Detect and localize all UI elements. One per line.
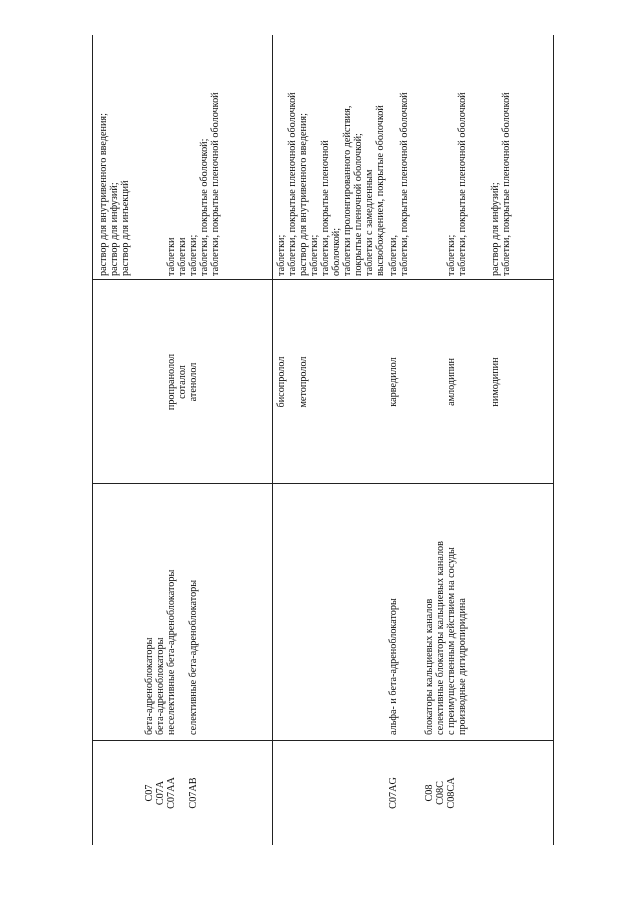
drug-name: нимодипин	[490, 357, 501, 407]
dosage-form: таблетки, покрытые пленочной оболочкой	[210, 92, 221, 276]
group-name: с преимущественным действием на сосуды	[446, 547, 457, 735]
dosage-form: таблетки,	[388, 234, 399, 276]
drug-name-cell	[490, 280, 640, 484]
drug-name: соталол	[177, 365, 188, 399]
dosage-form: раствор для внутривенного введения;	[298, 113, 309, 276]
dosage-form: таблетки;	[188, 234, 199, 276]
dosage-form: таблетки;	[446, 234, 457, 276]
drug-name: бисопролол	[276, 356, 287, 408]
dosage-form: таблетки, покрытые пленочной оболочкой	[457, 92, 468, 276]
atc-code: C07AA	[166, 777, 177, 809]
dosage-form: таблетки;	[276, 234, 287, 276]
group-name: неселективные бета-адреноблокаторы	[166, 569, 177, 735]
group-name: блокаторы кальциевых каналов	[424, 598, 435, 735]
dosage-form: таблетки	[166, 237, 177, 276]
atc-code: C07A	[155, 780, 166, 806]
dosage-form: таблетки с замедленным	[364, 169, 375, 276]
atc-code: C07	[144, 784, 155, 802]
atc-code-cell	[424, 741, 640, 845]
group-name: селективные бета-адреноблокаторы	[188, 579, 199, 735]
table-border-top	[92, 35, 93, 845]
dosage-form: высвобождением, покрытые оболочкой	[375, 105, 386, 276]
group-name: производные дигидропиридина	[457, 598, 468, 735]
atc-code: C08CA	[446, 777, 457, 809]
group-name: бета-адреноблокаторы	[155, 637, 166, 735]
dosage-form: таблетки;	[309, 234, 320, 276]
dosage-form: таблетки, покрытые пленочной оболочкой	[501, 92, 512, 276]
dosage-form: таблетки, покрытые пленочной оболочкой	[287, 92, 298, 276]
drug-name: метопролол	[298, 356, 309, 408]
group-name: селективные блокаторы кальциевых каналов	[435, 541, 446, 735]
dosage-form: раствор для инфузий;	[490, 182, 501, 276]
dosage-form: таблетки, покрытые пленочной оболочкой	[399, 92, 410, 276]
dosage-form: раствор для инфузий;	[109, 182, 120, 276]
drug-name: карведилол	[388, 357, 399, 407]
dosage-form: таблетки, покрытые оболочкой;	[199, 138, 210, 276]
dosage-form: таблетки пролонгированного действия,	[342, 105, 353, 276]
drug-name: амлодипин	[446, 358, 457, 406]
dosage-form: раствор для инъекций	[120, 180, 131, 276]
dosage-form-cell	[490, 35, 640, 280]
dosage-form: таблетки, покрытые пленочной	[320, 140, 331, 276]
drug-name: атенолол	[188, 362, 199, 402]
atc-code: C08	[424, 784, 435, 802]
dosage-form: покрытые пленочной оболочкой;	[353, 133, 364, 276]
atc-code: C07AG	[388, 777, 399, 809]
dosage-form: таблетки	[177, 237, 188, 276]
drug-name: пропранолол	[166, 353, 177, 411]
group-name: альфа- и бета-адреноблокаторы	[388, 598, 399, 735]
group-name: бета-адреноблокаторы	[144, 637, 155, 735]
atc-code: C08C	[435, 781, 446, 805]
group-name-cell	[424, 484, 640, 741]
dosage-form: раствор для внутривенного введения;	[98, 113, 109, 276]
atc-code: C07AB	[188, 777, 199, 809]
dosage-form: оболочкой;	[331, 227, 342, 276]
rotated-table	[92, 35, 554, 845]
